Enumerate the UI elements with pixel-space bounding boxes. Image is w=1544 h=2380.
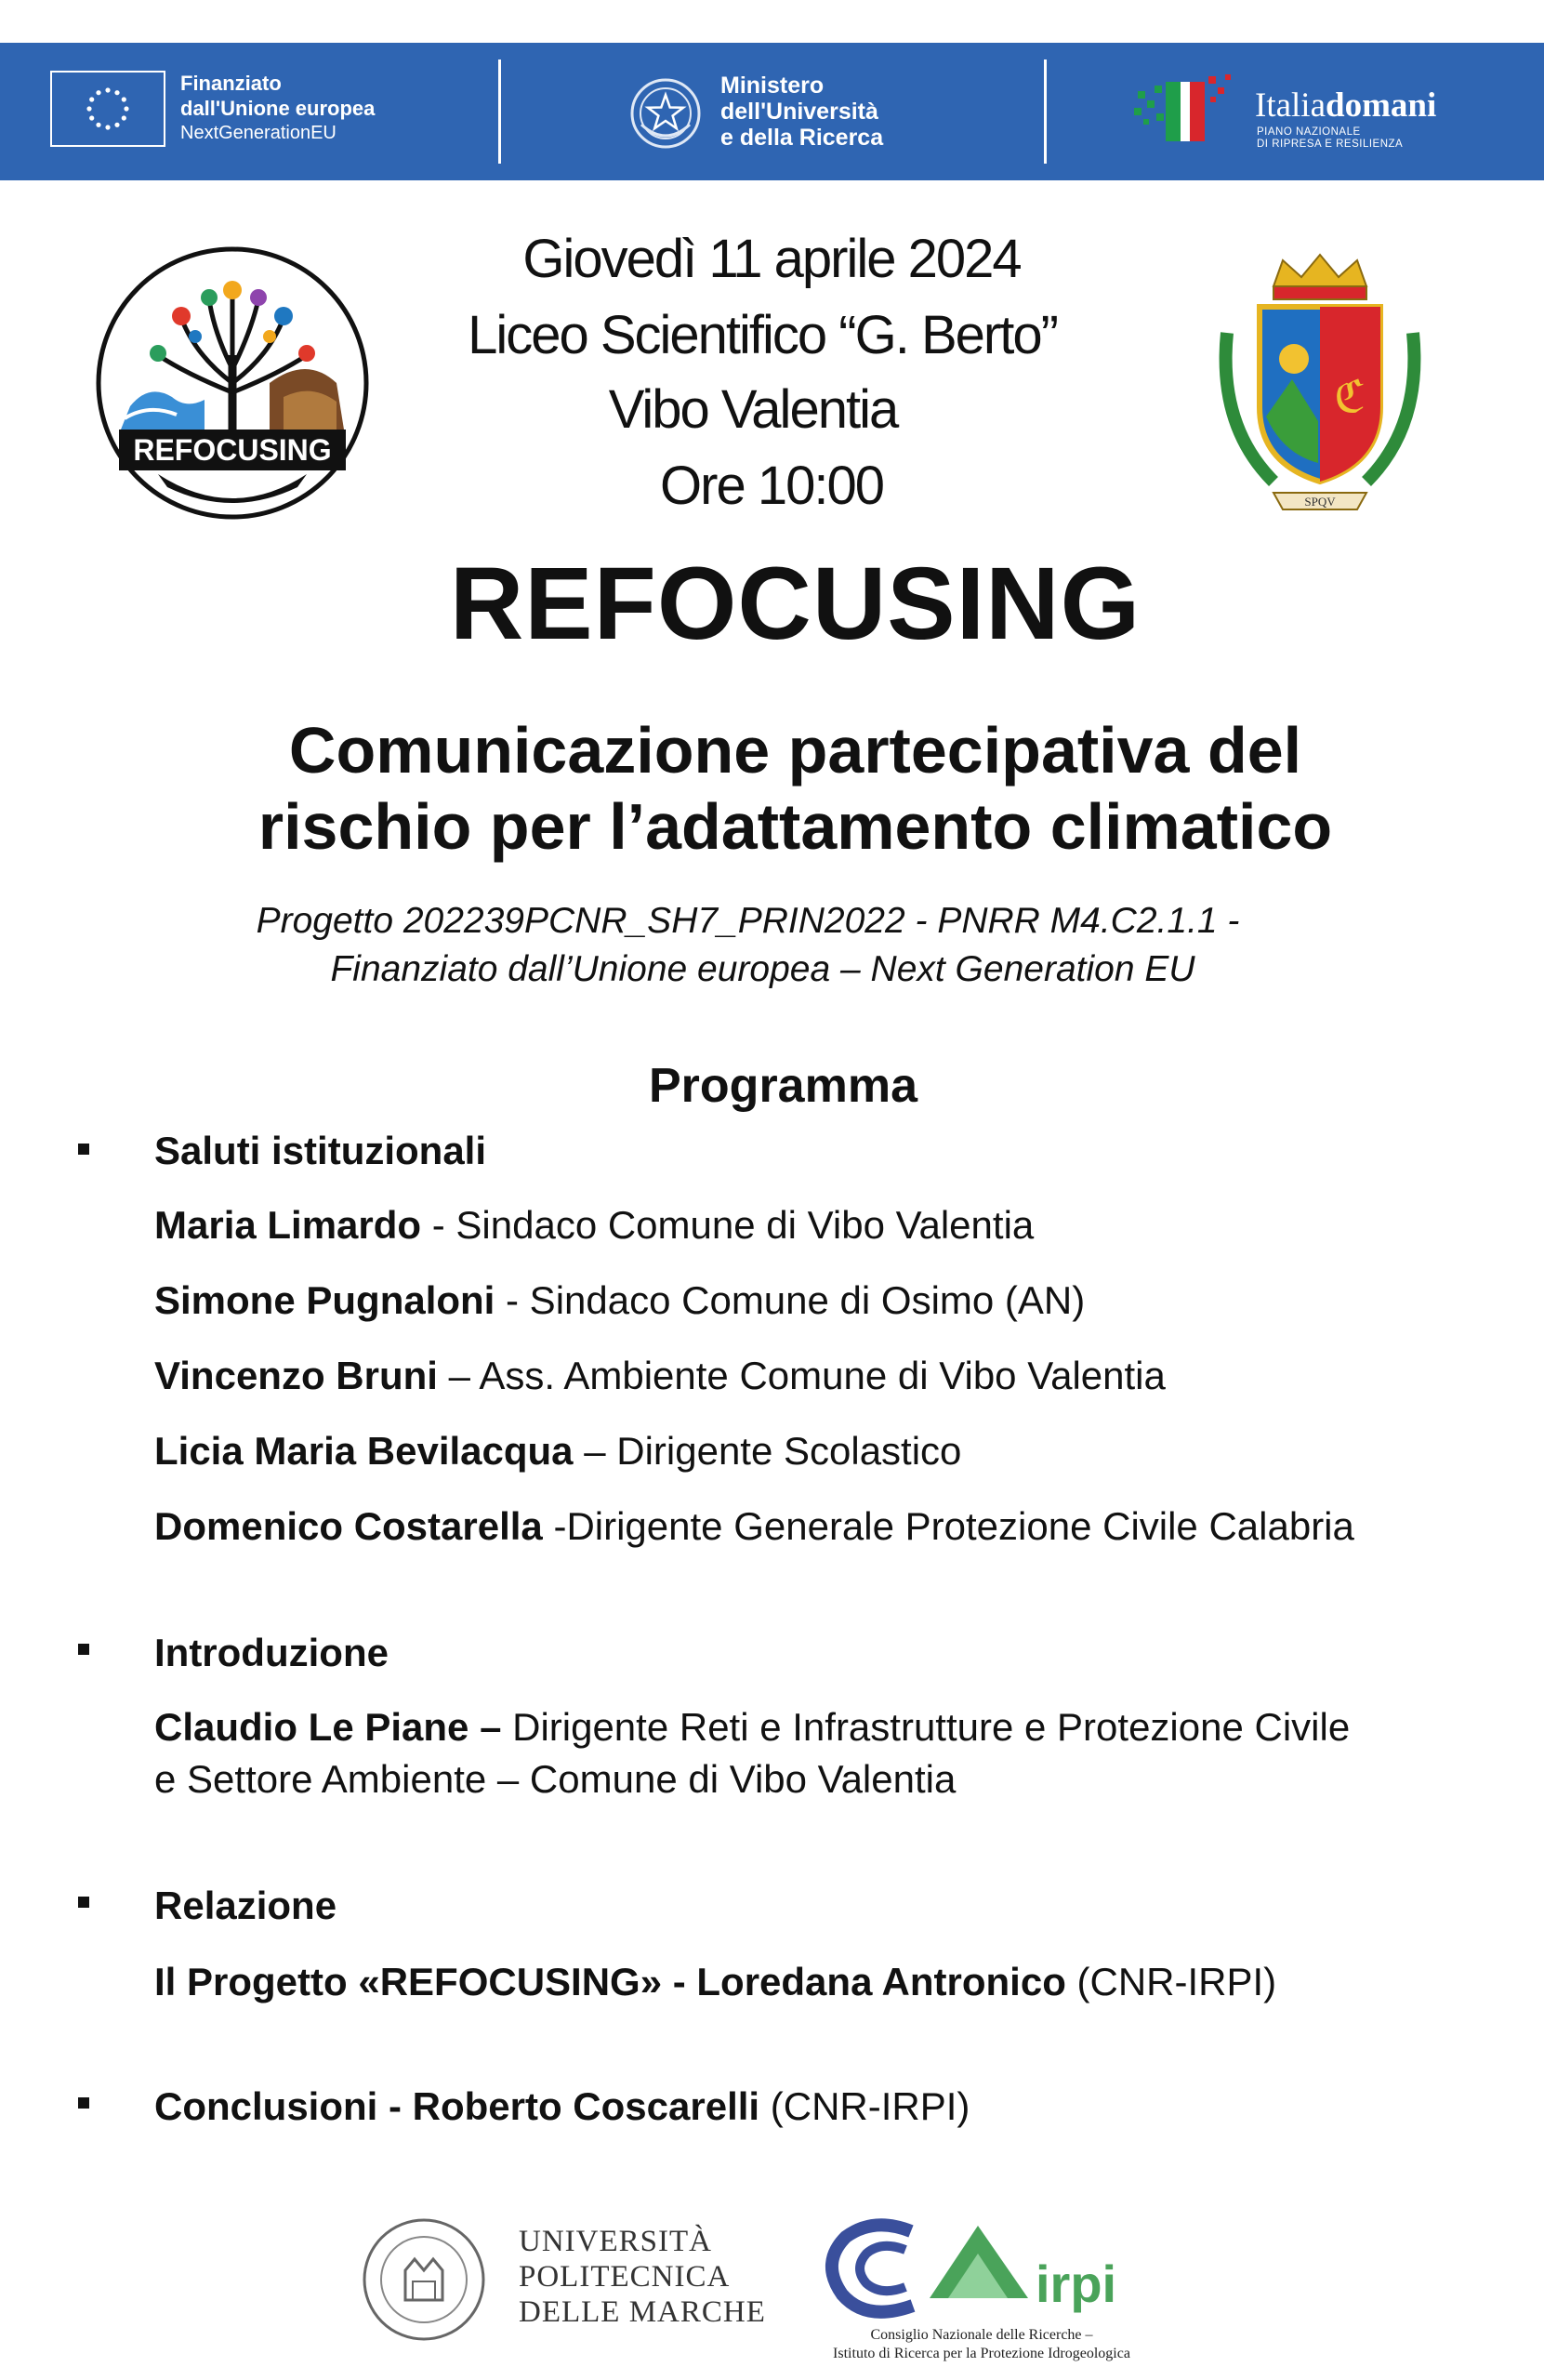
report-affiliation: (CNR-IRPI) [1065,1960,1277,2003]
ministry-line-1: Ministero [720,73,825,99]
programme-title: Programma [649,1059,917,1113]
eu-line-1: Finanziato [180,72,282,95]
eu-funding-text [180,71,375,146]
event-venue: Liceo Scientifico “G. Berto” [468,305,1057,365]
greeting-item [154,1201,1034,1250]
vibo-valentia-crest [1208,249,1432,519]
republic-emblem-icon [628,76,703,151]
conclusions-affiliation: (CNR-IRPI) [759,2084,970,2128]
project-line-1: Progetto 202239PCNR_SH7_PRIN2022 - PNRR M4.C2.1.1 - [256,901,1240,941]
speaker-role: - Sindaco Comune di Osimo (AN) [495,1278,1086,1322]
greeting-item [154,1276,1085,1325]
italiadomani-name-b: domani [1326,86,1437,125]
italiadomani-name [1255,86,1436,126]
speaker-name: Claudio Le Piane – [154,1705,502,1749]
ministry-line-3: e della Ricerca [720,125,884,151]
bullet-icon [78,1644,89,1655]
cnr-caption-1: Consiglio Nazionale delle Ricerche – [870,2327,1093,2343]
refocusing-badge-text: REFOCUSING [133,433,332,467]
subtitle-line-1: Comunicazione partecipativa del [288,714,1302,787]
italiadomani-sub-1: PIANO NAZIONALE [1257,126,1361,138]
eu-line-2: dall'Unione europea [180,97,376,120]
project-line-2: Finanziato dall’Unione europea – Next Generation EU [330,949,1195,989]
italiadomani-sub-2: DI RIPRESA E RESILIENZA [1257,139,1404,150]
report-item [154,1958,1276,2006]
italiadomani-logo-icon [1128,63,1249,156]
conclusions-bold: Conclusioni - Roberto Coscarelli [154,2084,760,2128]
intro-speaker-role-cont: e Settore Ambiente – Comune di Vibo Valentia [154,1757,957,1801]
univpm-line-2: POLITECNICA [519,2260,731,2294]
univpm-name [519,2224,766,2330]
eu-line-3: NextGenerationEU [180,123,337,143]
ministry-line-2: dell'Università [720,99,878,125]
speaker-role: -Dirigente Generale Protezione Civile Calabria [542,1504,1354,1548]
italiadomani-subtitle [1257,126,1403,151]
intro-speaker [154,1703,1350,1752]
speaker-role: – Dirigente Scolastico [573,1429,962,1473]
bullet-icon [78,1897,89,1908]
univpm-line-1: UNIVERSITÀ [519,2225,712,2258]
irpi-logo-text: irpi [1036,2254,1117,2313]
cnr-caption [796,2326,1168,2363]
bullet-icon [78,2097,89,2109]
italiadomani-name-a: Italia [1255,86,1326,125]
report-bold: Il Progetto «REFOCUSING» - Loredana Antronico [154,1960,1066,2003]
speaker-role: - Sindaco Comune di Vibo Valentia [421,1203,1035,1247]
greeting-item [154,1502,1354,1551]
univpm-line-3: DELLE MARCHE [519,2295,766,2329]
speaker-name: Licia Maria Bevilacqua [154,1429,574,1473]
header-band [0,43,1544,180]
ministry-text [720,73,883,151]
conclusions-item [154,2082,970,2131]
event-city: Vibo Valentia [608,379,898,440]
section-greetings-title: Saluti istituzionali [154,1129,487,1172]
bullet-icon [78,1144,89,1155]
crest-motto: SPQV [1304,495,1336,509]
greeting-item [154,1352,1166,1400]
cnr-logo-icon [809,2209,1125,2328]
eu-flag-icon [50,71,165,147]
speaker-role: Dirigente Reti e Infrastrutture e Protezione Civile [501,1705,1351,1749]
section-report-title: Relazione [154,1884,337,1927]
univpm-seal-icon [361,2216,487,2343]
speaker-name: Simone Pugnaloni [154,1278,495,1322]
speaker-role: – Ass. Ambiente Comune di Vibo Valentia [437,1354,1166,1397]
svg-text:ℭ: ℭ [1334,373,1366,422]
speaker-name: Vincenzo Bruni [154,1354,438,1397]
subtitle-line-2: rischio per l’adattamento climatico [257,790,1333,863]
page-title: REFOCUSING [449,547,1142,661]
header-divider-2 [1044,60,1047,164]
refocusing-tree-logo [93,244,372,522]
cnr-caption-2: Istituto di Ricerca per la Protezione Idrogeologica [833,2346,1130,2361]
speaker-name: Domenico Costarella [154,1504,543,1548]
speaker-name: Maria Limardo [154,1203,422,1247]
event-time: Ore 10:00 [660,456,883,516]
header-divider-1 [498,60,501,164]
event-date: Giovedì 11 aprile 2024 [522,229,1021,289]
section-intro-title: Introduzione [154,1631,389,1674]
greeting-item [154,1427,961,1475]
